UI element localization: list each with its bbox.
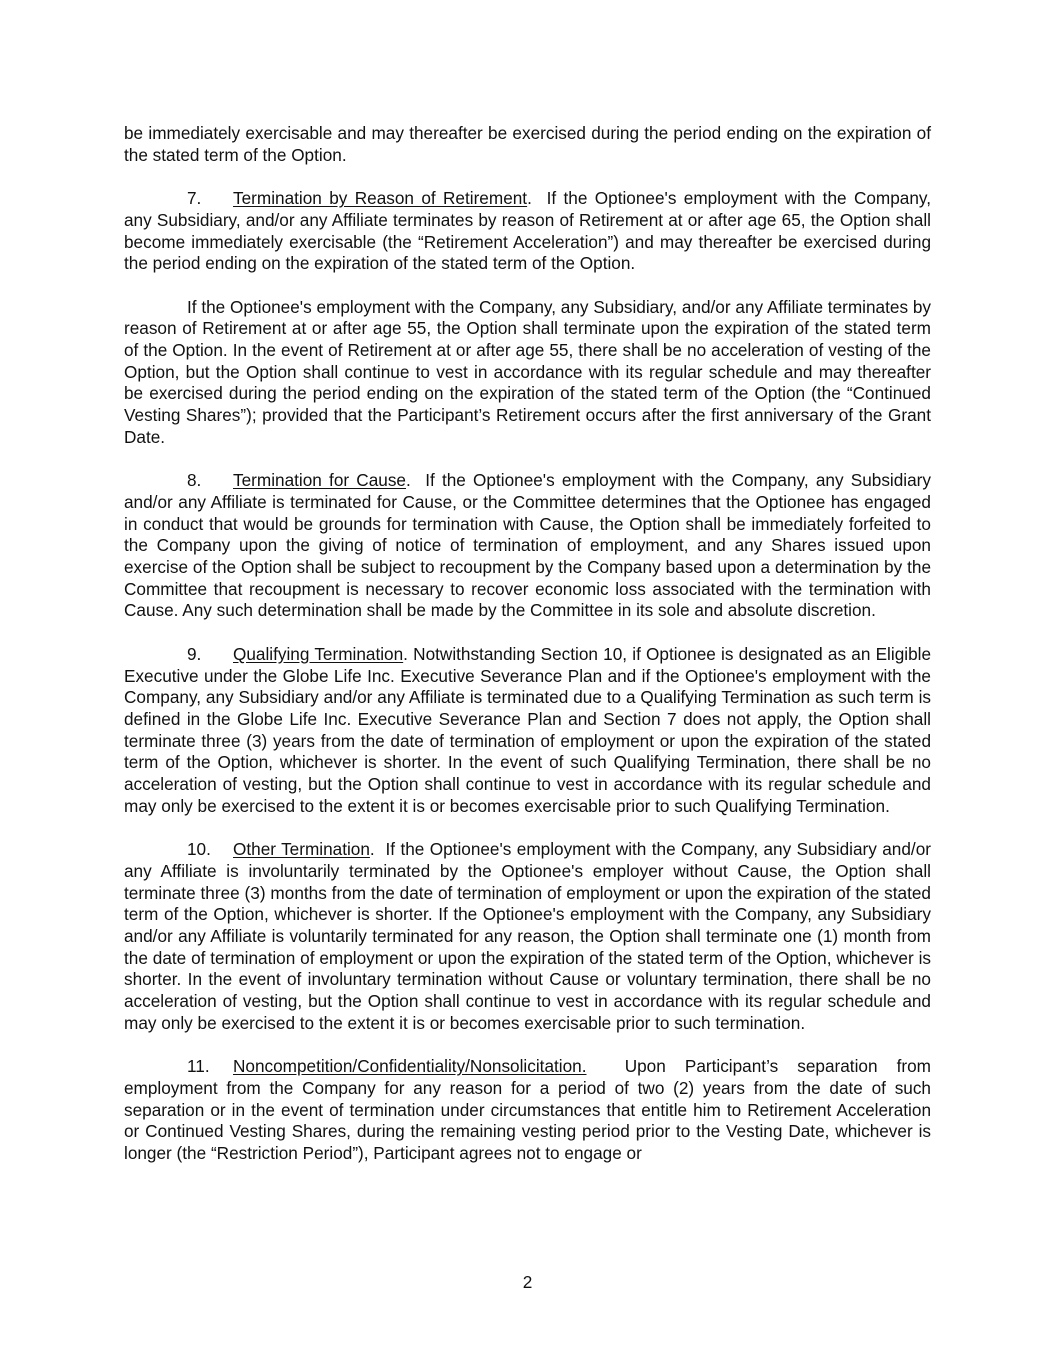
document-page: [124, 123, 931, 1186]
heading-punctuation: .: [403, 643, 408, 664]
section-9: [124, 644, 931, 818]
heading-punctuation: .: [369, 839, 375, 860]
section-body: Upon Participant’s separation from employment from the Company for any reason for a period of two (2) years from the date of such separation or in the event of termination under circumstances that entitle him to Retirement Acceleration or Continued Vesting Shares, during the remaining vesting period prior to the Vesting Date, whichever is longer (the “Restriction Period”), Participant agrees not to engage or: [124, 1056, 931, 1163]
opening-paragraph: be immediately exercisable and may thereafter be exercised during the period ending on the expiration of the stated term of the Option.: [124, 123, 931, 165]
page-number: 2: [522, 1272, 533, 1292]
section-body: Notwithstanding Section 10, if Optionee is designated as an Eligible Executive under the Globe Life Inc. Executive Severance Plan and if the Optionee's employment with the Company, any Subsidiary and/or any Affiliate is terminated due to a Qualifying Termination as such term is defined in the Globe Life Inc. Executive Severance Plan and Section 7 does not apply, the Option shall terminate three (3) years from the date of termination of employment or upon the expiration of the stated term of the Option, whichever is shorter. In the event of such Qualifying Termination, there shall be no acceleration of vesting, but the Option shall continue to vest in accordance with its regular schedule and may only be exercised to the extent it is or becomes exercisable prior to such Qualifying Termination.: [124, 643, 932, 816]
section-body: If the Optionee's employment with the Company, any Subsidiary and/or any Affiliate is terminated for Cause, or the Committee determines that the Optionee has engaged in conduct that would be grounds for termination with Cause, the Option shall be immediately forfeited to the Company upon the giving of notice of termination of employment, and any Shares issued upon exercise of the Option shall be subject to recoupment by the Company based upon a determination by the Committee that recoupment is necessary to recover economic loss associated with the termination with Cause. Any such determination shall be made by the Committee in its sole and absolute discretion.: [124, 470, 931, 621]
section-heading: Noncompetition/Confidentiality/Nonsolicitation.: [233, 1056, 587, 1077]
section-7-continued: [124, 297, 931, 449]
heading-punctuation: .: [406, 470, 411, 491]
section-heading: Termination by Reason of Retirement: [233, 188, 528, 209]
section-number: 9.: [187, 643, 202, 664]
section-8: [124, 470, 931, 622]
section-number: 10.: [187, 839, 211, 860]
section-11: [124, 1056, 931, 1165]
section-heading: Qualifying Termination: [233, 643, 404, 664]
section-body: If the Optionee's employment with the Company, any Subsidiary and/or any Affiliate is involuntarily terminated by the Optionee's employer without Cause, the Option shall terminate three (3) months from the date of termination of employment or upon the expiration of the stated term of the Option, whichever is shorter. If the Optionee's employment with the Company, any Subsidiary and/or any Affiliate is voluntarily terminated for any reason, the Option shall terminate one (1) month from the date of termination of employment or upon the expiration of the stated term of the Option, whichever is shorter. In the event of involuntary termination without Cause or voluntary termination, there shall be no acceleration of vesting, but the Option shall continue to vest in accordance with its regular schedule and may only be exercised to the extent it is or becomes exercisable prior to such termination.: [124, 839, 931, 1033]
section-heading: Termination for Cause: [233, 470, 406, 491]
section-body: If the Optionee's employment with the Company, any Subsidiary, and/or any Affiliate terminates by reason of Retirement at or after age 55, the Option shall terminate upon the expiration of the stated term of the Option. In the event of Retirement at or after age 55, there shall be no acceleration of vesting of the Option, but the Option shall continue to vest in accordance with its regular schedule and may thereafter be exercised during the period ending on the expiration of the stated term of the Option (the “Continued Vesting Shares”); provided that the Participant’s Retirement occurs after the first anniversary of the Grant Date.: [124, 296, 931, 447]
section-10: [124, 839, 931, 1034]
section-7: [124, 188, 931, 275]
heading-punctuation: .: [527, 188, 532, 209]
section-number: 11.: [187, 1056, 210, 1077]
section-number: 8.: [187, 470, 202, 491]
section-body: If the Optionee's employment with the Company, any Subsidiary, and/or any Affiliate terminates by reason of Retirement at or after age 65, the Option shall become immediately exercisable (the “Retirement Acceleration”) and may thereafter be exercised during the period ending on the expiration of the stated term of the Option.: [124, 188, 931, 274]
section-number: 7.: [187, 188, 202, 209]
section-heading: Other Termination: [233, 839, 370, 860]
